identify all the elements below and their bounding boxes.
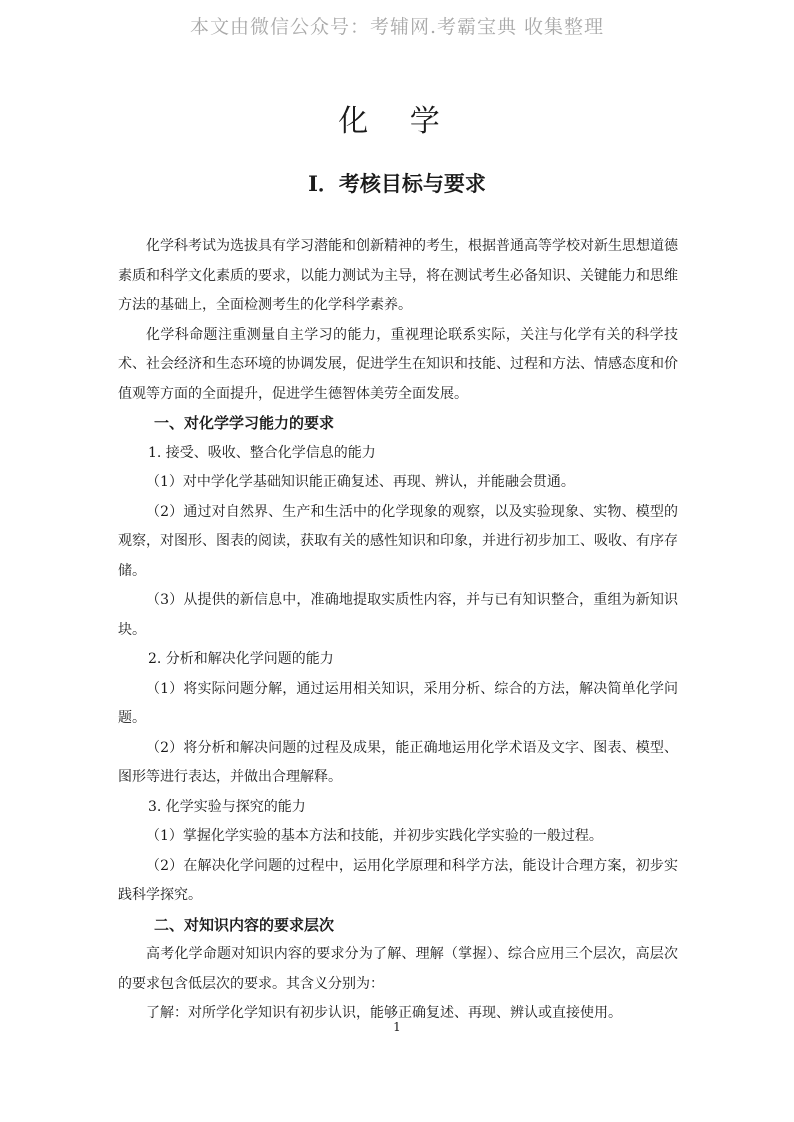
section-title: Ⅰ．考核目标与要求 bbox=[308, 171, 486, 196]
heading-learning-ability: 一、对化学学习能力的要求 bbox=[154, 414, 335, 432]
item-2-2: （2）将分析和解决问题的过程及成果，能正确地运用化学术语及文字、图表、模型、图形等进行表达，并做出合理解释。 bbox=[118, 739, 678, 785]
definition-understand: 了解：对所学化学知识有初步认识，能够正确复述、再现、辨认或直接使用。 bbox=[146, 1005, 622, 1021]
levels-paragraph: 高考化学命题对知识内容的要求分为了解、理解（掌握）、综合应用三个层次，高层次的要求包含低层次的要求。其含义分别为： bbox=[118, 946, 678, 992]
document-body bbox=[118, 232, 678, 1029]
item-3-1: （1）掌握化学实验的基本方法和技能，并初步实践化学实验的一般过程。 bbox=[146, 828, 603, 844]
heading-knowledge-levels: 二、对知识内容的要求层次 bbox=[154, 915, 335, 934]
item-1-3: （3）从提供的新信息中，准确地提取实质性内容，并与已有知识整合，重组为新知识块。 bbox=[118, 592, 678, 638]
page-number: 1 bbox=[393, 1020, 401, 1034]
intro-paragraph-1: 化学科考试为选拔具有学习潜能和创新精神的考生，根据普通高等学校对新生思想道德素质和科学文化素质的要求，以能力测试为主导，将在测试考生必备知识、关键能力和思维方法的基础上，全面检测考生的化学科学素养。 bbox=[118, 238, 678, 313]
item-2-1: （1）将实际问题分解，通过运用相关知识，采用分析、综合的方法，解决简单化学问题。 bbox=[118, 680, 678, 726]
watermark-text: 本文由微信公众号：考辅网.考霸宝典 收集整理 bbox=[189, 16, 605, 38]
subheading-3: 3. 化学实验与探究的能力 bbox=[148, 798, 306, 815]
item-1-1: （1）对中学化学基础知识能正确复述、再现、辨认，并能融会贯通。 bbox=[146, 474, 575, 490]
subheading-2: 2. 分析和解决化学问题的能力 bbox=[148, 651, 334, 667]
item-1-2: （2）通过对自然界、生产和生活中的化学现象的观察，以及实验现象、实物、模型的观察，对图形、图表的阅读，获取有关的感性知识和印象，并进行初步加工、吸收、有序存储。 bbox=[118, 503, 678, 579]
subheading-1: 1. 接受、吸收、整合化学信息的能力 bbox=[148, 444, 376, 461]
intro-paragraph-2: 化学科命题注重测量自主学习的能力，重视理论联系实际，关注与化学有关的科学技术、社会经济和生态环境的协调发展，促进学生在知识和技能、过程和方法、情感态度和价值观等方面的全面提升，促进学生德智体美劳全面发展。 bbox=[118, 326, 678, 402]
item-3-2: （2）在解决化学问题的过程中，运用化学原理和科学方法，能设计合理方案，初步实践科学探究。 bbox=[118, 857, 678, 903]
document-title: 化 学 bbox=[338, 104, 456, 139]
